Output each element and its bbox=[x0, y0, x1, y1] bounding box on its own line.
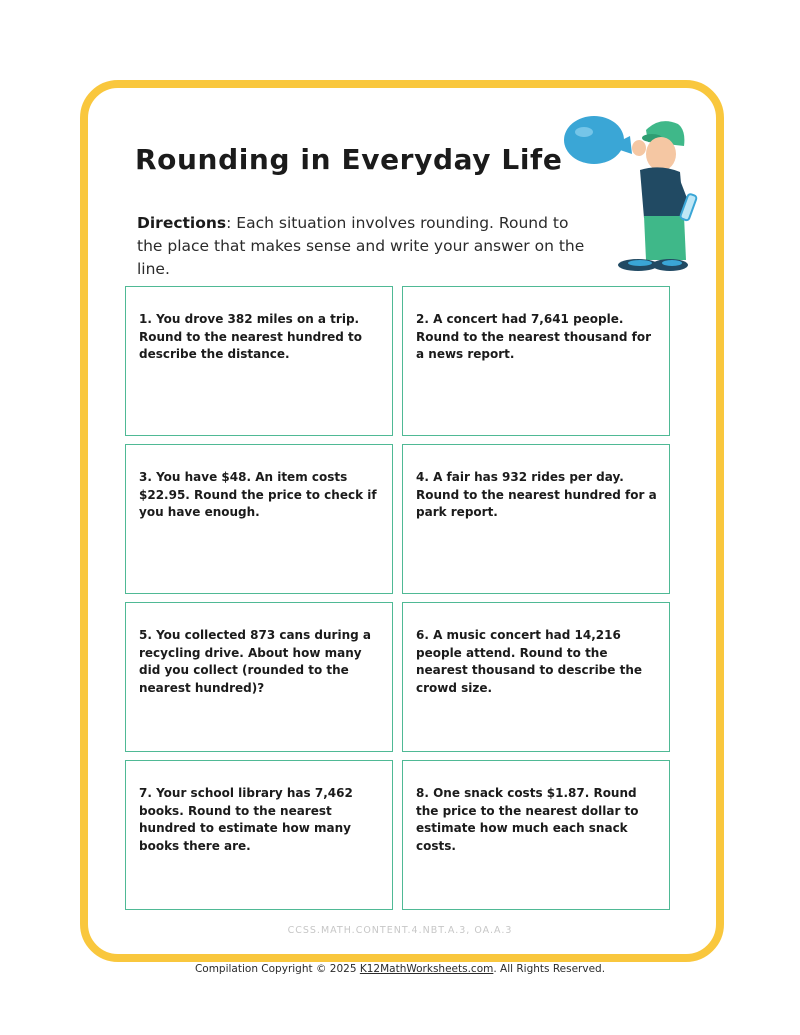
directions-label: Directions bbox=[137, 214, 227, 232]
footer-prefix: Compilation Copyright © 2025 bbox=[194, 963, 360, 975]
copyright-footer bbox=[0, 963, 800, 975]
problem-card-7[interactable] bbox=[125, 760, 393, 910]
worksheet-title: Rounding in Everyday Life bbox=[135, 143, 563, 176]
footer-suffix: . All Rights Reserved. bbox=[493, 963, 606, 975]
problem-card-1[interactable] bbox=[125, 286, 393, 436]
problem-text: 1. You drove 382 miles on a trip. Round to the nearest hundred to describe the distance. bbox=[139, 312, 363, 361]
problem-text: 4. A fair has 932 rides per day. Round to the nearest hundred for a park report. bbox=[416, 470, 657, 519]
problem-text: 6. A music concert had 14,216 people attend. Round to the nearest thousand to describe the crowd size. bbox=[416, 628, 643, 695]
directions-text: : Each situation involves rounding. Round to the place that makes sense and write your answer on the line. bbox=[137, 214, 585, 278]
problem-text: 5. You collected 873 cans during a recycling drive. About how many did you collect (rounded to the nearest hundred)? bbox=[139, 628, 371, 695]
problem-card-6[interactable] bbox=[402, 602, 670, 752]
problem-card-2[interactable] bbox=[402, 286, 670, 436]
problem-card-3[interactable] bbox=[125, 444, 393, 594]
directions bbox=[137, 212, 597, 281]
problem-text: 7. Your school library has 7,462 books. Round to the nearest hundred to estimate how many books there are. bbox=[139, 786, 353, 853]
problem-text: 8. One snack costs $1.87. Round the price to the nearest dollar to estimate how much each snack costs. bbox=[416, 786, 639, 853]
problem-card-8[interactable] bbox=[402, 760, 670, 910]
problem-card-4[interactable] bbox=[402, 444, 670, 594]
problem-text: 2. A concert had 7,641 people. Round to the nearest thousand for a news report. bbox=[416, 312, 651, 361]
site-link[interactable]: K12MathWorksheets.com bbox=[359, 963, 494, 975]
problem-text: 3. You have $48. An item costs $22.95. Round the price to check if you have enough. bbox=[139, 470, 377, 519]
problem-card-5[interactable] bbox=[125, 602, 393, 752]
standards-label: CCSS.MATH.CONTENT.4.NBT.A.3, OA.A.3 bbox=[287, 925, 513, 936]
